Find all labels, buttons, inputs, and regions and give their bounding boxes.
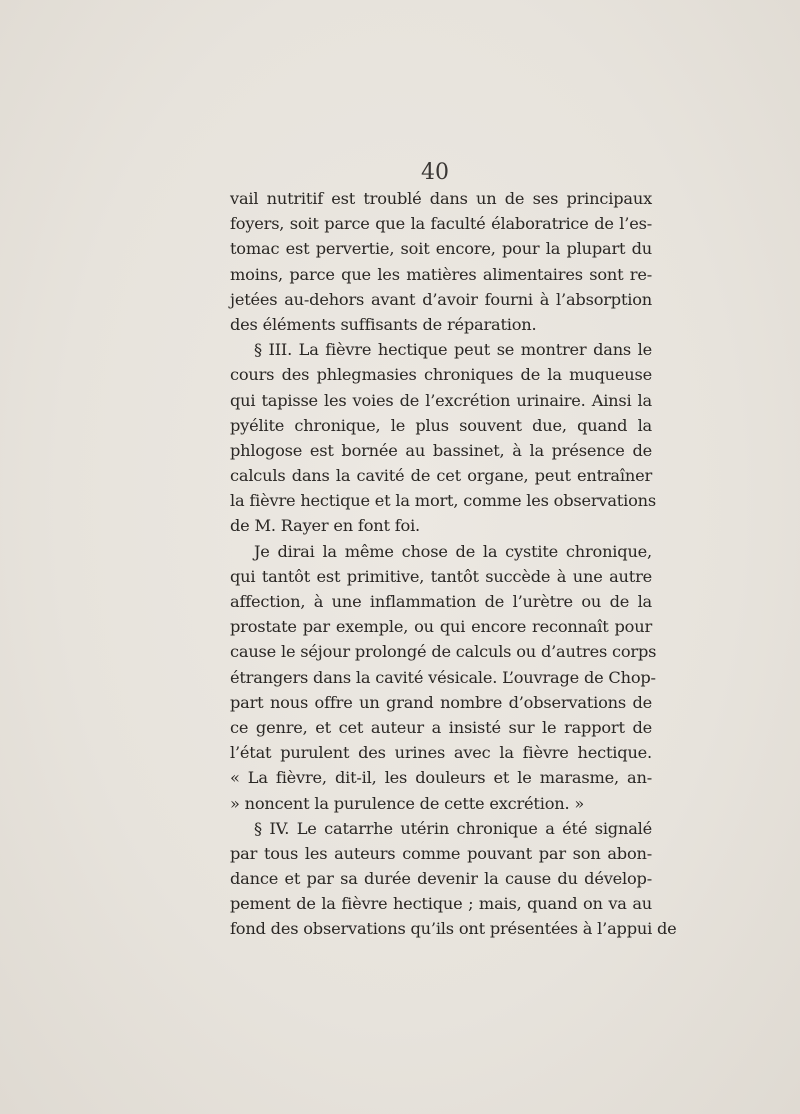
- text-line: affection, à une inflammation de l’urètre ou de la: [230, 592, 652, 611]
- text-line: prostate par exemple, ou qui encore reconnaît pour: [230, 617, 652, 637]
- text-line: fond des observations qu’ils ont présentées à l’appui de: [230, 919, 677, 939]
- text-line: de M. Rayer en font foi.: [230, 516, 420, 536]
- text-line: moins, parce que les matières alimentaires sont re-: [230, 264, 652, 284]
- text-line: pyélite chronique, le plus souvent due, quand la: [230, 415, 652, 435]
- text-line: cause le séjour prolongé de calculs ou d’autres corps: [230, 642, 657, 662]
- text-line: qui tantôt est primitive, tantôt succède à une autre: [230, 566, 652, 586]
- text-line: des éléments suffisants de réparation.: [230, 314, 537, 334]
- text-line: qui tapisse les voies de l’excrétion urinaire. Ainsi la: [230, 390, 652, 410]
- text-line: cours des phlegmasies chroniques de la muqueuse: [230, 365, 652, 385]
- text-line: par tous les auteurs comme pouvant par son abon-: [230, 843, 652, 863]
- text-line: étrangers dans la cavité vésicale. L’ouvrage de Chop-: [230, 667, 656, 687]
- text-line: pement de la fièvre hectique ; mais, quand on va au: [230, 894, 652, 914]
- text-line: l’état purulent des urines avec la fièvre hectique.: [230, 743, 652, 763]
- text-line: tomac est pervertie, soit encore, pour la plupart du: [230, 239, 652, 259]
- body-text: [230, 186, 677, 942]
- text-line: ce genre, et cet auteur a insisté sur le rapport de: [230, 717, 652, 737]
- text-line: » noncent la purulence de cette excrétion. »: [230, 793, 585, 813]
- page-number: 40: [421, 160, 449, 185]
- text-line: part nous offre un grand nombre d’observations de: [230, 692, 652, 712]
- text-line: « La fièvre, dit-il, les douleurs et le marasme, an-: [230, 768, 652, 788]
- text-line: Je dirai la même chose de la cystite chronique,: [254, 541, 652, 561]
- text-line: dance et par sa durée devenir la cause du dévelop-: [230, 869, 652, 889]
- text-line: § IV. Le catarrhe utérin chronique a été signalé: [254, 818, 652, 838]
- text-line: foyers, soit parce que la faculté élaboratrice de l’es-: [230, 214, 652, 234]
- text-line: vail nutritif est troublé dans un de ses principaux: [230, 189, 652, 208]
- text-line: la fièvre hectique et la mort, comme les observations: [230, 491, 656, 511]
- text-line: jetées au-dehors avant d’avoir fourni à l’absorption: [230, 289, 652, 309]
- text-line: § III. La fièvre hectique peut se montrer dans le: [254, 340, 652, 360]
- text-line: phlogose est bornée au bassinet, à la présence de: [230, 440, 652, 460]
- text-line: calculs dans la cavité de cet organe, peut entraîner: [230, 466, 652, 486]
